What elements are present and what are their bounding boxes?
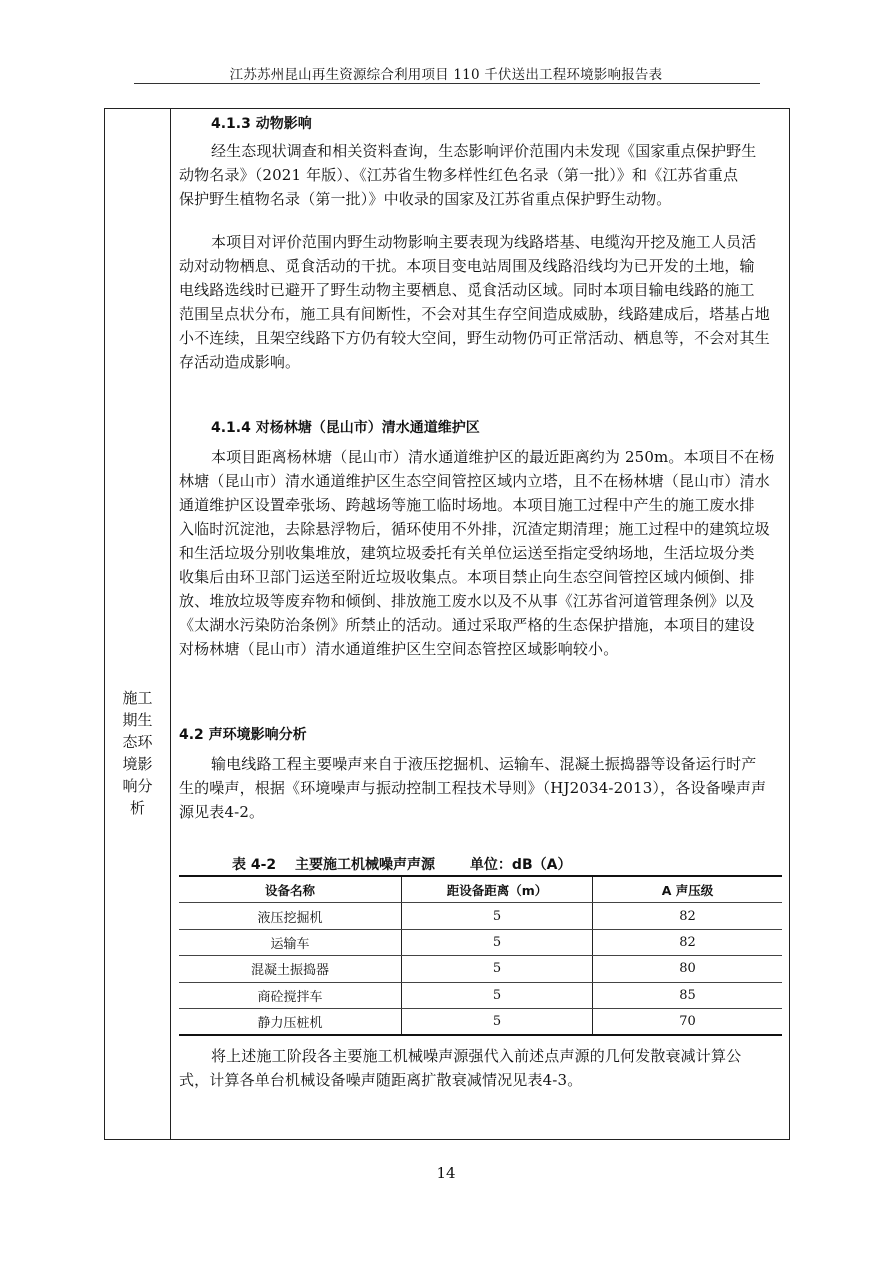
noise-source-table (179, 875, 782, 1036)
table-row (179, 956, 782, 982)
table-row (179, 982, 782, 1008)
paragraph-water-protection (179, 445, 783, 661)
content-frame (104, 108, 790, 1140)
row-label (105, 687, 170, 819)
text-line: 动物名录》（2021 年版）、《江苏省生物多样性红色名录（第一批）》和《江苏省重点 (179, 166, 739, 184)
header-rule (134, 83, 760, 84)
text-line: 式，计算各单台机械设备噪声随距离扩散衰减情况见表4-3。 (179, 1071, 583, 1089)
text-line: 保护野生植物名录（第一批）》中收录的国家及江苏省重点保护野生动物。 (179, 190, 672, 208)
cell-distance: 5 (402, 982, 593, 1008)
table-caption-number: 表 4-2 (232, 857, 277, 873)
cell-equipment: 混凝土振捣器 (179, 956, 402, 982)
row-label-line: 响分 (122, 777, 153, 795)
cell-sound-level: 82 (593, 929, 783, 955)
cell-distance: 5 (402, 1008, 593, 1035)
text-line: 收集后由环卫部门运送至附近垃圾收集点。本项目禁止向生态空间管控区域内倾倒、排 (179, 568, 755, 586)
text-line: 将上述施工阶段各主要施工机械噪声源强代入前述点声源的几何发散衰减计算公 (211, 1047, 742, 1065)
text-line: 经生态现状调查和相关资料查询，生态影响评价范围内未发现《国家重点保护野生 (211, 142, 757, 160)
text-line: 林塘（昆山市）清水通道维护区生态空间管控区域内立塔，且不在杨林塘（昆山市）清水 (179, 472, 770, 490)
column-divider (170, 109, 171, 1139)
text-line: 《太湖水污染防治条例》所禁止的活动。通过采取严格的生态保护措施，本项目的建设 (179, 616, 755, 634)
cell-sound-level: 80 (593, 956, 783, 982)
cell-equipment: 液压挖掘机 (179, 903, 402, 929)
page-number: 14 (436, 1164, 456, 1182)
paragraph-attenuation (179, 1044, 783, 1092)
section-heading-4-1-4: 4.1.4 对杨林塘（昆山市）清水通道维护区 (211, 420, 480, 436)
text-line: 生的噪声，根据《环境噪声与振动控制工程技术导则》（HJ2034-2013），各设备噪声声 (179, 779, 767, 797)
cell-distance: 5 (402, 956, 593, 982)
section-heading-4-2: 4.2 声环境影响分析 (179, 727, 307, 743)
cell-sound-level: 70 (593, 1008, 783, 1035)
column-header-sound-level: A 声压级 (593, 876, 783, 903)
text-line: 通道维护区设置牵张场、跨越场等施工临时场地。本项目施工过程中产生的施工废水排 (179, 496, 755, 514)
cell-sound-level: 85 (593, 982, 783, 1008)
paragraph-noise-analysis (179, 752, 783, 824)
cell-sound-level: 82 (593, 903, 783, 929)
document-header: 江苏苏州昆山再生资源综合利用项目 110 千伏送出工程环境影响报告表 (229, 67, 663, 83)
cell-equipment: 商砼搅拌车 (179, 982, 402, 1008)
text-line: 入临时沉淀池，去除悬浮物后，循环使用不外排，沉渣定期清理；施工过程中的建筑垃圾 (179, 520, 770, 538)
text-line: 对杨林塘（昆山市）清水通道维护区生空间态管控区域影响较小。 (179, 640, 619, 658)
cell-distance: 5 (402, 903, 593, 929)
text-line: 小不连续，且架空线路下方仍有较大空间，野生动物仍可正常活动、栖息等，不会对其生 (179, 329, 770, 347)
text-line: 和生活垃圾分别收集堆放，建筑垃圾委托有关单位运送至指定受纳场地，生活垃圾分类 (179, 544, 755, 562)
row-label-line: 境影 (122, 755, 153, 773)
table-row (179, 903, 782, 929)
cell-distance: 5 (402, 929, 593, 955)
text-line: 输电线路工程主要噪声来自于液压挖掘机、运输车、混凝土振捣器等设备运行时产 (211, 755, 757, 773)
paragraph-animal-impact (179, 230, 783, 374)
table-caption-title: 主要施工机械噪声声源 (295, 857, 436, 873)
table-row (179, 1008, 782, 1035)
column-header-distance: 距设备距离（m） (402, 876, 593, 903)
text-line: 本项目距离杨林塘（昆山市）清水通道维护区的最近距离约为 250m。本项目不在杨 (211, 448, 775, 466)
text-line: 本项目对评价范围内野生动物影响主要表现为线路塔基、电缆沟开挖及施工人员活 (211, 233, 757, 251)
table-header-row (179, 876, 782, 903)
cell-equipment: 运输车 (179, 929, 402, 955)
cell-equipment: 静力压桩机 (179, 1008, 402, 1035)
column-header-equipment: 设备名称 (179, 876, 402, 903)
text-line: 放、堆放垃圾等废弃物和倾倒、排放施工废水以及不从事《江苏省河道管理条例》以及 (179, 592, 755, 610)
row-label-line: 期生 (122, 711, 153, 729)
text-line: 存活动造成影响。 (179, 353, 301, 371)
text-line: 源见表4-2。 (179, 803, 265, 821)
text-line: 电线路选线时已避开了野生动物主要栖息、觅食活动区域。同时本项目输电线路的施工 (179, 281, 755, 299)
text-line: 范围呈点状分布，施工具有间断性，不会对其生存空间造成威胁，线路建成后，塔基占地 (179, 305, 770, 323)
row-label-line: 态环 (122, 733, 153, 751)
table-caption (232, 854, 571, 874)
table-caption-unit: 单位：dB（A） (469, 857, 572, 873)
paragraph-animal-survey (179, 139, 783, 211)
row-label-line: 析 (129, 799, 145, 817)
table-row (179, 929, 782, 955)
row-label-line: 施工 (122, 689, 153, 707)
text-line: 动对动物栖息、觅食活动的干扰。本项目变电站周围及线路沿线均为已开发的土地，输 (179, 257, 755, 275)
section-heading-4-1-3: 4.1.3 动物影响 (211, 116, 312, 132)
